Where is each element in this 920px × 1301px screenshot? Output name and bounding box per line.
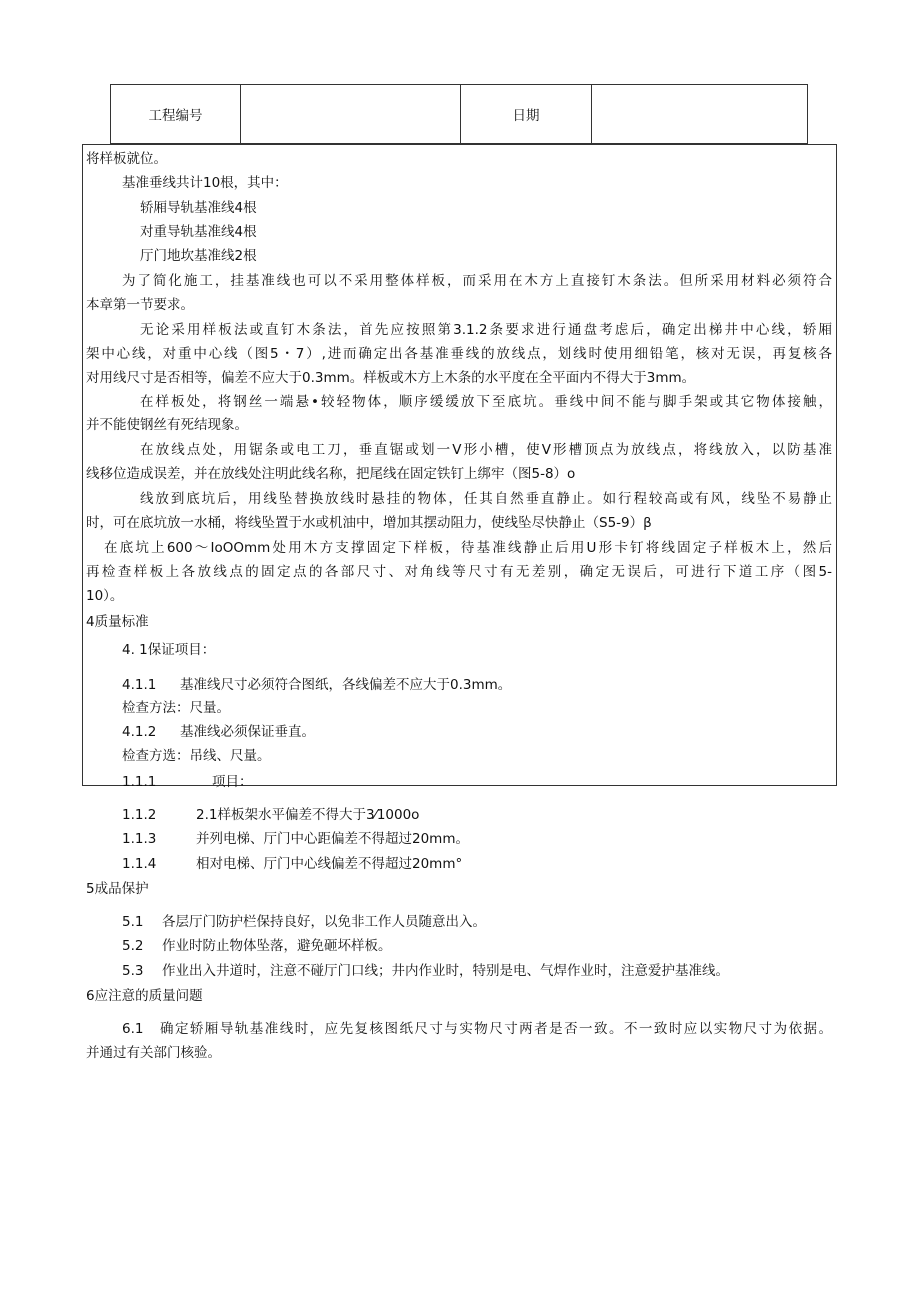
date-value <box>592 85 807 143</box>
text-line: 并通过有关部门核验。 <box>86 1045 221 1061</box>
text-line: 厅门地坎基准线2根 <box>140 248 257 264</box>
text-line: 为了简化施工，挂基准线也可以不采用整体样板，而采用在木方上直接钉木条法。但所采用材料必须符合 <box>122 273 832 289</box>
section-heading: 5成品保护 <box>86 881 149 897</box>
text-line: 轿厢导轨基准线4根 <box>140 200 257 216</box>
item-text: 确定轿厢导轨基准线时，应先复核图纸尺寸与实物尺寸两者是否一致。不一致时应以实物尺寸为依据。 <box>160 1021 832 1037</box>
text-line: 检查方选：吊线、尺量。 <box>122 748 271 764</box>
project-no-value <box>241 85 461 143</box>
date-label: 日期 <box>461 85 592 143</box>
item-text: 项目： <box>212 774 253 790</box>
text-line: 对用线尺寸是否相等，偏差不应大于0.3mm。样板或木方上木条的水平度在全平面内不得大于3mm。 <box>86 370 696 386</box>
item-number: 5.1 <box>122 914 144 930</box>
item-number: 5.3 <box>122 963 144 979</box>
text-line: 并不能使钢丝有死结现象。 <box>86 417 248 433</box>
item-number: 5.2 <box>122 938 144 954</box>
item-number: 1.1.1 <box>122 774 157 790</box>
text-line: 在样板处，将钢丝一端悬•较轻物体，顺序缓缓放下至底坑。垂线中间不能与脚手架或其它物体接触， <box>140 394 832 410</box>
subsection-heading: 4. 1保证项目： <box>122 642 216 658</box>
text-line: 对重导轨基准线4根 <box>140 224 257 240</box>
text-line: 再检查样板上各放线点的固定点的各部尺寸、对角线等尺寸有无差别，确定无误后，可进行下道工序（图5- <box>86 564 832 580</box>
item-text: 作业出入井道时，注意不碰厅门口线；井内作业时，特别是电、气焊作业时，注意爱护基准线。 <box>162 963 729 979</box>
item-text: 基准线必须保证垂直。 <box>180 724 315 740</box>
text-line: 10）。 <box>86 588 124 604</box>
item-number: 6.1 <box>122 1021 144 1037</box>
text-line: 时，可在底坑放一水桶，将线坠置于水或机油中，增加其摆动阻力，使线坠尽快静止（S5-9）β <box>86 515 652 531</box>
text-line: 无论采用样板法或直钉木条法，首先应按照第3.1.2条要求进行通盘考虑后，确定出梯井中心线，轿厢 <box>140 322 832 338</box>
item-number: 4.1.2 <box>122 724 157 740</box>
item-number: 4.1.1 <box>122 677 157 693</box>
section-heading: 4质量标准 <box>86 614 149 630</box>
header-table <box>110 84 808 144</box>
item-text: 各层厅门防护栏保持良好，以免非工作人员随意出入。 <box>162 914 486 930</box>
item-text: 作业时防止物体坠落，避免砸坏样板。 <box>162 938 392 954</box>
item-number: 1.1.3 <box>122 831 157 847</box>
project-no-label: 工程编号 <box>111 85 241 143</box>
text-line: 在放线点处，用锯条或电工刀，垂直锯或划一V形小槽，使V形槽顶点为放线点，将线放入，以防基准 <box>140 442 832 458</box>
item-text: 2.1样板架水平偏差不得大于3⁄1000o <box>196 807 420 823</box>
text-line: 本章第一节要求。 <box>86 297 194 313</box>
text-line: 将样板就位。 <box>86 151 167 167</box>
item-number: 1.1.4 <box>122 856 157 872</box>
item-text: 并列电梯、厅门中心距偏差不得超过20mm。 <box>196 831 469 847</box>
section-heading: 6应注意的质量问题 <box>86 988 203 1004</box>
item-text: 基准线尺寸必须符合图纸，各线偏差不应大于0.3mm。 <box>180 677 512 693</box>
text-line: 线放到底坑后，用线坠替换放线时悬挂的物体，任其自然垂直静止。如行程较高或有风，线坠不易静止 <box>140 491 832 507</box>
text-line: 检查方法：尺量。 <box>122 700 230 716</box>
text-line: 架中心线，对重中心线（图5・7）,进而确定出各基准垂线的放线点，划线时使用细铅笔，核对无误，再复核各 <box>86 346 832 362</box>
text-line: 基准垂线共计10根，其中： <box>122 175 288 191</box>
item-text: 相对电梯、厅门中心线偏差不得超过20mm° <box>196 856 463 872</box>
text-line: 线移位造成误差，并在放线处注明此线名称，把尾线在固定铁钉上绑牢（图5-8）o <box>86 466 576 482</box>
text-line: 在底坑上600～IoOOmm处用木方支撑固定下样板，待基准线静止后用U形卡钉将线固定子样板木上，然后 <box>104 540 832 556</box>
item-number: 1.1.2 <box>122 807 157 823</box>
